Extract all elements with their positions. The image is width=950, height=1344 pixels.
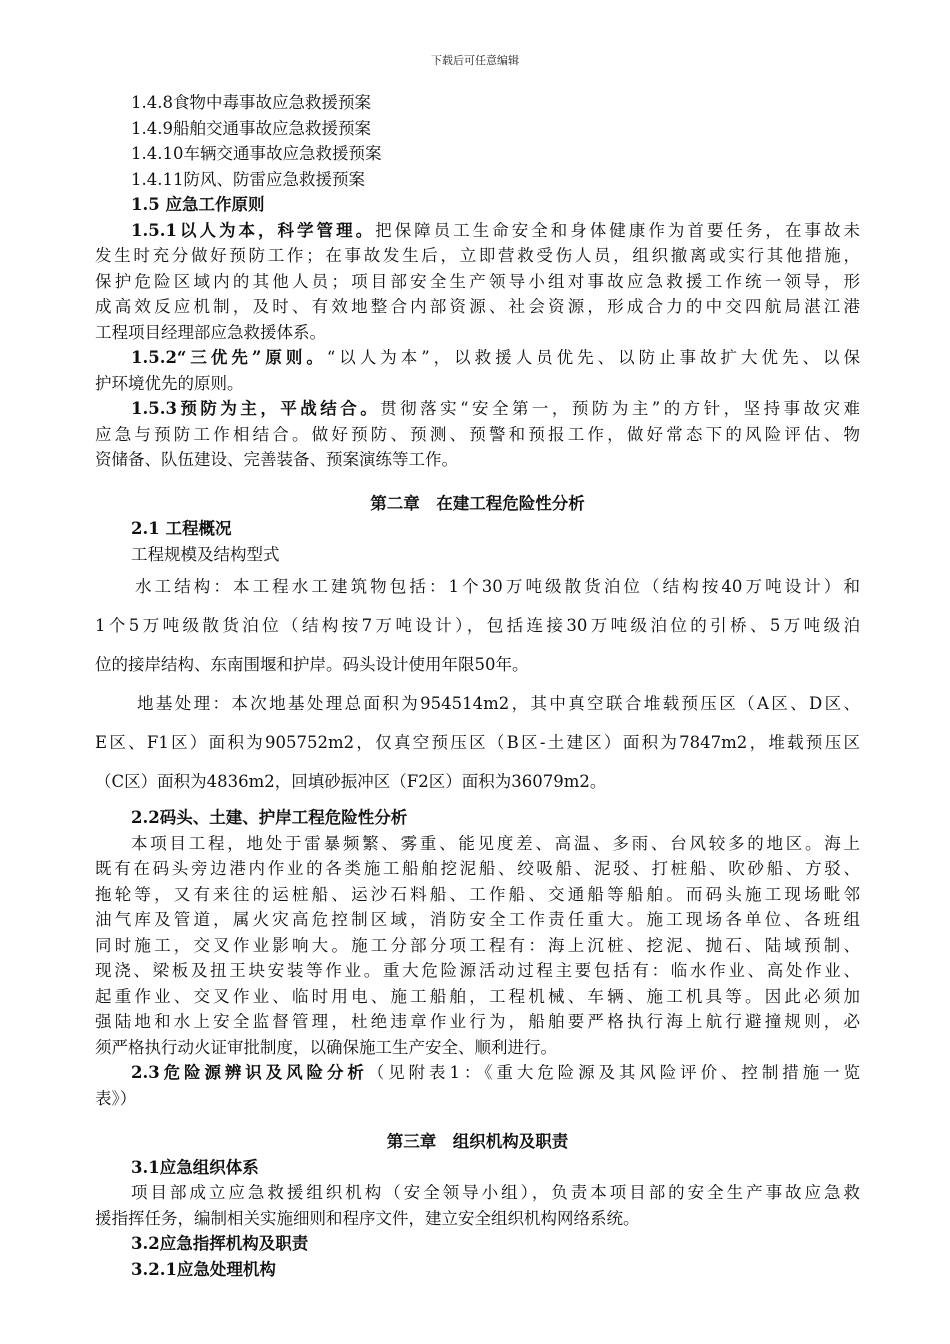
- section-heading: 2.1 工程概况: [131, 519, 232, 538]
- paragraph-line: 资储备、队伍建设、完善装备、预案演练等工作。: [95, 450, 458, 469]
- paragraph-line: 应急与预防工作相结合。做好预防、预测、预警和预报工作，做好常态下的风险评估、物: [95, 424, 860, 444]
- section-heading: 2.2码头、土建、护岸工程危险性分析: [131, 808, 408, 827]
- page-header-note: 下载后可任意编辑: [431, 54, 519, 67]
- paragraph-line: 起重作业、交叉作业、临时用电、施工船舶，工程机械、车辆、施工机具等。因此必须加: [95, 986, 860, 1006]
- paragraph-line: 工程项目经理部应急救援体系。: [95, 322, 326, 342]
- paragraph-line: 2.3危险源辨识及风险分析（见附表1：《重大危险源及其风险评价、控制措施一览: [131, 1063, 860, 1082]
- paragraph-line: 拖轮等，又有来往的运桩船、运沙石料船、工作船、交通船等船舶。而码头施工现场毗邻: [95, 884, 860, 904]
- paragraph-line: 1.5.2“三优先”原则。“以人为本”，以救援人员优先、以防止事故扩大优先、以保: [131, 348, 860, 367]
- paragraph-line: 保护危险区域内的其他人员；项目部安全生产领导小组对事故应急救援工作统一领导，形: [95, 271, 860, 291]
- toc-item: 1.4.11防风、防雷应急救援预案: [131, 169, 365, 189]
- paragraph-line: 地基处理：本次地基处理总面积为954514m2，其中真空联合堆载预压区（A区、D区、: [137, 694, 860, 713]
- paragraph-line: 本项目工程，地处于雷暴频繁、雾重、能见度差、高温、多雨、台风较多的地区。海上: [131, 833, 860, 853]
- paragraph-line: 同时施工，交叉作业影响大。施工分部分项工程有：海上沉桩、挖泥、抛石、陆域预制、: [95, 935, 860, 955]
- chapter-title: 第二章 在建工程危险性分析: [370, 493, 585, 513]
- paragraph-line: 位的接岸结构、东南围堰和护岸。码头设计使用年限50年。: [95, 655, 529, 674]
- paragraph-line: 项目部成立应急救援组织机构（安全领导小组），负责本项目部的安全生产事故应急救: [131, 1183, 860, 1202]
- paragraph-line: 发生时充分做好预防工作；在事故发生后，立即营救受伤人员，组织撤离或实行其他措施，: [95, 246, 860, 265]
- paragraph-line: 护环境优先的原则。: [95, 373, 244, 393]
- paragraph-line: 既有在码头旁边港内作业的各类施工船舶挖泥船、绞吸船、泥驳、打桩船、吹砂船、方驳、: [95, 859, 860, 878]
- paragraph-line: 水工结构：本工程水工建筑物包括：1个30万吨级散货泊位（结构按40万吨设计）和: [135, 577, 860, 596]
- inline-bold-heading: 1.5.1以人为本，科学管理。: [131, 220, 376, 240]
- paragraph-line: 表》）: [95, 1088, 137, 1108]
- inline-bold-heading: 1.5.2“三优先”原则。: [131, 348, 327, 367]
- chapter-title: 第三章 组织机构及职责: [386, 1132, 569, 1151]
- section-heading: 3.2.1应急处理机构: [131, 1259, 276, 1279]
- section-heading: 3.1应急组织体系: [131, 1157, 259, 1177]
- toc-item: 1.4.10车辆交通事故应急救援预案: [131, 144, 382, 163]
- paragraph-line: 现浇、梁板及扭王块安装等作业。重大危险源活动过程主要包括有：临水作业、高处作业、: [95, 961, 860, 980]
- paragraph-line: E区、F1区）面积为905752m2，仅真空预压区（B区-土建区）面积为7847m2，堆载预压区: [95, 733, 860, 752]
- paragraph-line: 强陆地和水上安全监督管理，杜绝违章作业行为，船舶要严格执行海上航行避撞规则，必: [95, 1012, 860, 1031]
- paragraph-line: 1个5万吨级散货泊位（结构按7万吨设计），包括连接30万吨级泊位的引桥、5万吨级泊: [95, 616, 860, 635]
- subsection-label: 工程规模及结构型式: [131, 544, 280, 564]
- paragraph-line: 1.5.3预防为主，平战结合。贯彻落实“安全第一，预防为主”的方针，坚持事故灾难: [131, 399, 860, 418]
- inline-bold-heading: 2.3危险源辨识及风险分析: [131, 1063, 368, 1082]
- paragraph-line: 成高效反应机制，及时、有效地整合内部资源、社会资源，形成合力的中交四航局湛江港: [95, 297, 860, 316]
- inline-bold-heading: 1.5.3预防为主，平战结合。: [131, 399, 381, 418]
- paragraph-line: 1.5.1以人为本，科学管理。把保障员工生命安全和身体健康作为首要任务，在事故未: [131, 220, 860, 240]
- paragraph-line: 援指挥任务，编制相关实施细则和程序文件，建立安全组织机构网络系统。: [95, 1208, 640, 1228]
- toc-item: 1.4.9船舶交通事故应急救援预案: [131, 118, 371, 138]
- document-page: [95, 90, 860, 1282]
- section-heading: 1.5 应急工作原则: [131, 195, 265, 214]
- paragraph-line: （C区）面积为4836m2，回填砂振冲区（F2区）面积为36079m2。: [95, 772, 607, 791]
- section-heading: 3.2应急指挥机构及职责: [131, 1234, 309, 1253]
- paragraph-line: 须严格执行动火证审批制度，以确保施工生产安全、顺利进行。: [95, 1037, 557, 1057]
- paragraph-line: 油气库及管道，属火灾高危控制区域，消防安全工作责任重大。施工现场各单位、各班组: [95, 910, 860, 929]
- toc-item: 1.4.8食物中毒事故应急救援预案: [131, 93, 371, 112]
